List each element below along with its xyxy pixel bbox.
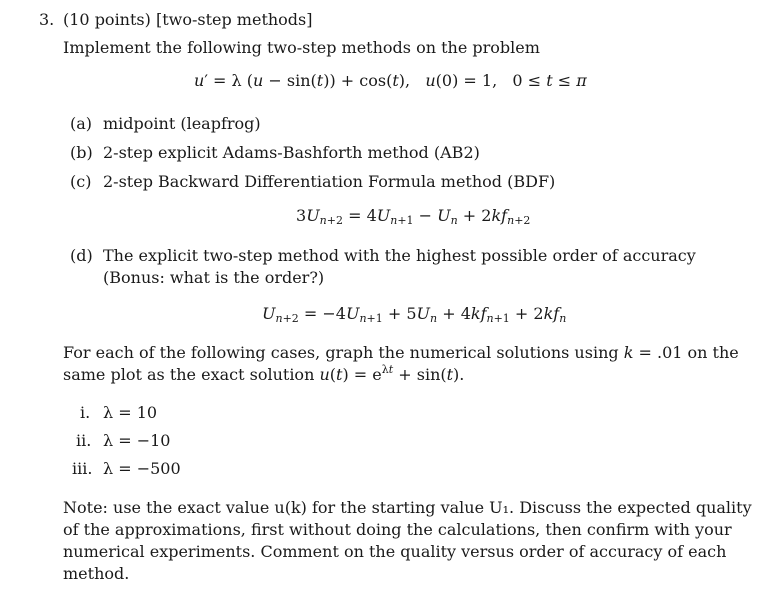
note-line-4: method. [63,564,130,583]
part-d-text-bonus: (Bonus: what is the order?) [103,268,325,287]
part-d-text: The explicit two-step method with the highest possible order of accuracy [103,246,696,265]
part-a-text: midpoint (leapfrog) [103,114,261,133]
note-line-1: Note: use the exact value u(k) for the starting value U₁. Discuss the expected quality [63,498,752,517]
case-iii-label: iii. [72,459,93,478]
ode-equation: u′ = λ (u − sin(t)) + cos(t), u(0) = 1, 0 ≤ t ≤ π [194,71,587,90]
note-line-2: of the approximations, first without doing the calculations, then confirm with your [63,520,732,539]
case-i-text: λ = 10 [103,403,158,422]
case-ii-text: λ = −10 [103,431,171,450]
bdf-formula: $3U_{n+2} = 4U_{n+1} - U_n + 2kf_{n+2}$ [296,206,531,227]
note-line-3: numerical experiments. Comment on the quality versus order of accuracy of each [63,542,727,561]
problem-header: (10 points) [two-step methods] [63,10,313,29]
part-b-label: (b) [70,143,93,162]
problem-number: 3. [39,10,55,29]
case-iii-text: λ = −500 [103,459,181,478]
part-c-text: 2-step Backward Differentiation Formula method (BDF) [103,172,556,191]
part-d-label: (d) [70,246,93,265]
explicit-formula: $U_{n+2} = -4U_{n+1} + 5U_n + 4kf_{n+1} + 2kf_n$ [262,304,567,325]
cases-intro-line1: For each of the following cases, graph the numerical solutions using k = .01 on the [63,343,739,362]
case-ii-label: ii. [76,431,92,450]
part-c-label: (c) [70,172,92,191]
case-i-label: i. [80,403,91,422]
cases-intro-line2: same plot as the exact solution $u(t) = e^{\lambda t} + \sin(t)$. [63,363,465,384]
part-a-label: (a) [70,114,93,133]
problem-intro: Implement the following two-step methods on the problem [63,38,540,57]
part-b-text: 2-step explicit Adams-Bashforth method (AB2) [103,143,480,162]
